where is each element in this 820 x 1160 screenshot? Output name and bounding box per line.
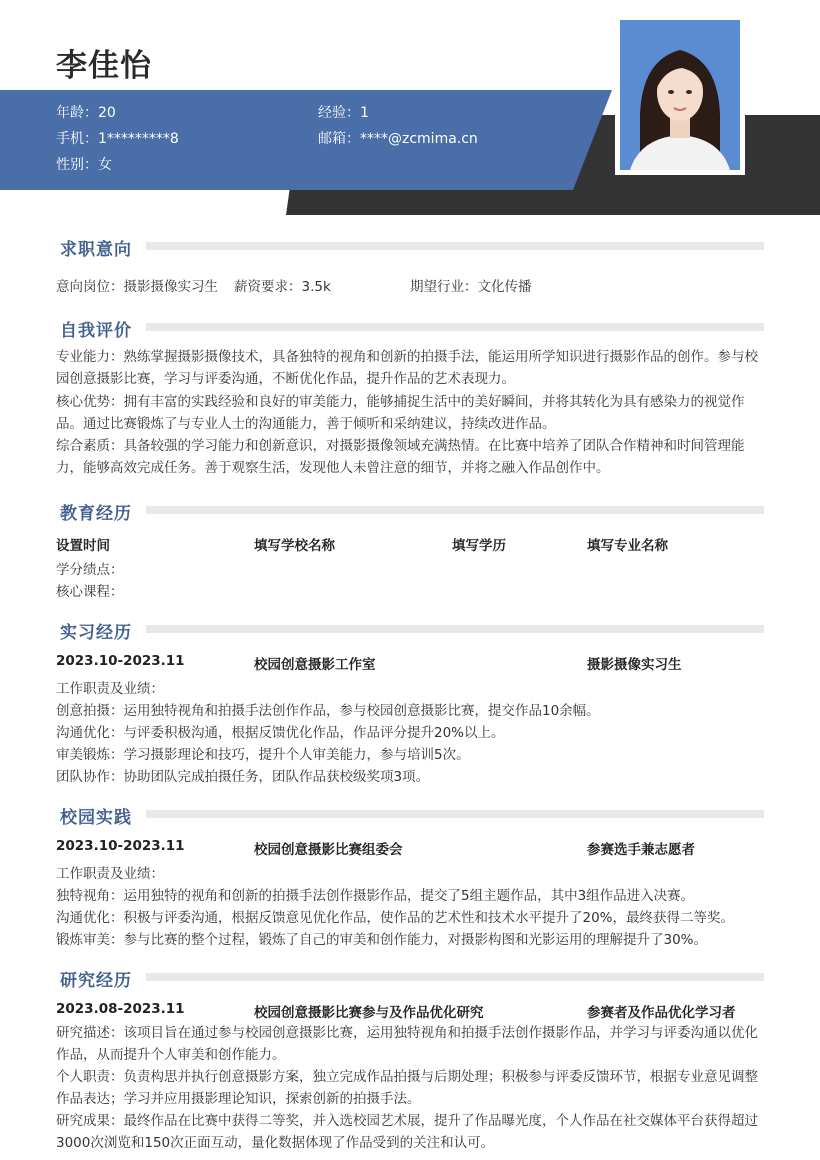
campus-time: 2023.10-2023.11 [56, 838, 185, 854]
self-eval-core: 核心优势：拥有丰富的实践经验和良好的审美能力，能够捕捉生活中的美好瞬间，并将其转化为具有感染力的视觉作品。通过比赛锻炼了与专业人士的沟通能力，善于倾听和采纳建议，持续改进作品。 [56, 394, 745, 432]
self-eval-overall: 综合素质：具备较强的学习能力和创新意识，对摄影摄像领域充满热情。在比赛中培养了团队合作精神和时间管理能力，能够高效完成任务。善于观察生活，发现他人未曾注意的细节，并将之融入作品创作中。 [56, 438, 745, 476]
intent-salary: 薪资要求：3.5k [234, 279, 331, 295]
campus-role: 参赛选手兼志愿者 [587, 842, 695, 858]
section-title-internship: 实习经历 [60, 623, 132, 643]
section-divider [146, 506, 764, 514]
research-duties: 个人职责：负责构思并执行创意摄影方案，独立完成作品拍摄与后期处理；积极参与评委反馈环节，根据专业意见调整作品表达；学习并应用摄影理论知识，探索创新的拍摄手法。 [56, 1069, 758, 1107]
info-experience: 经验：1 [318, 105, 369, 121]
section-divider [146, 810, 764, 818]
campus-duty-label: 工作职责及业绩： [56, 866, 164, 882]
edu-time: 设置时间 [56, 538, 110, 554]
edu-gpa: 学分绩点： [56, 562, 124, 578]
candidate-name: 李佳怡 [56, 48, 152, 84]
section-title-intent: 求职意向 [60, 240, 132, 260]
research-role: 参赛者及作品优化学习者 [587, 1005, 736, 1021]
research-description: 研究描述：该项目旨在通过参与校园创意摄影比赛，运用独特视角和拍摄手法创作摄影作品，并学习与评委沟通以优化作品，从而提升个人审美和创作能力。 [56, 1025, 758, 1063]
intent-position: 意向岗位：摄影摄像实习生 [56, 279, 218, 295]
research-project: 校园创意摄影比赛参与及作品优化研究 [254, 1005, 484, 1021]
edu-courses: 核心课程： [56, 584, 124, 600]
info-age: 年龄：20 [56, 105, 116, 121]
section-divider [146, 323, 764, 331]
campus-org: 校园创意摄影比赛组委会 [254, 842, 403, 858]
intern-item: 团队协作：协助团队完成拍摄任务，团队作品获校级奖项3项。 [56, 769, 430, 785]
intern-role: 摄影摄像实习生 [587, 657, 682, 673]
section-divider [146, 242, 764, 250]
edu-major: 填写专业名称 [587, 538, 668, 554]
intern-duty-label: 工作职责及业绩： [56, 681, 164, 697]
intent-industry: 期望行业：文化传播 [410, 279, 532, 295]
edu-degree: 填写学历 [452, 538, 506, 554]
campus-item: 独特视角：运用独特的视角和创新的拍摄手法创作摄影作品，提交了5组主题作品，其中3组作品进入决赛。 [56, 888, 695, 904]
info-email: 邮箱：****@zcmima.cn [318, 131, 478, 147]
section-title-research: 研究经历 [60, 971, 132, 991]
research-time: 2023.08-2023.11 [56, 1001, 185, 1017]
section-divider [146, 973, 764, 981]
section-title-campus: 校园实践 [60, 808, 132, 828]
research-results: 研究成果：最终作品在比赛中获得二等奖，并入选校园艺术展，提升了作品曝光度，个人作品在社交媒体平台获得超过3000次浏览和150次正面互动，量化数据体现了作品受到的关注和认可。 [56, 1113, 758, 1151]
intern-item: 创意拍摄：运用独特视角和拍摄手法创作作品，参与校园创意摄影比赛，提交作品10余幅。 [56, 703, 600, 719]
section-divider [146, 625, 764, 633]
intern-time: 2023.10-2023.11 [56, 653, 185, 669]
profile-photo [620, 20, 740, 170]
info-phone: 手机：1*********8 [56, 131, 179, 147]
intern-org: 校园创意摄影工作室 [254, 657, 376, 673]
intern-item: 审美锻炼：学习摄影理论和技巧，提升个人审美能力，参与培训5次。 [56, 747, 470, 763]
campus-item: 锻炼审美：参与比赛的整个过程，锻炼了自己的审美和创作能力，对摄影构图和光影运用的理解提升了30%。 [56, 932, 708, 948]
intern-item: 沟通优化：与评委积极沟通，根据反馈优化作品，作品评分提升20%以上。 [56, 725, 505, 741]
section-title-education: 教育经历 [60, 504, 132, 524]
profile-photo-frame [615, 15, 745, 175]
self-eval-professional: 专业能力：熟练掌握摄影摄像技术，具备独特的视角和创新的拍摄手法，能运用所学知识进行摄影作品的创作。参与校园创意摄影比赛，学习与评委沟通，不断优化作品，提升作品的艺术表现力。 [56, 349, 758, 387]
info-gender: 性别：女 [56, 157, 112, 173]
section-title-self: 自我评价 [60, 321, 132, 341]
edu-school: 填写学校名称 [254, 538, 335, 554]
campus-item: 沟通优化：积极与评委沟通，根据反馈意见优化作品，使作品的艺术性和技术水平提升了20%，最终获得二等奖。 [56, 910, 735, 926]
